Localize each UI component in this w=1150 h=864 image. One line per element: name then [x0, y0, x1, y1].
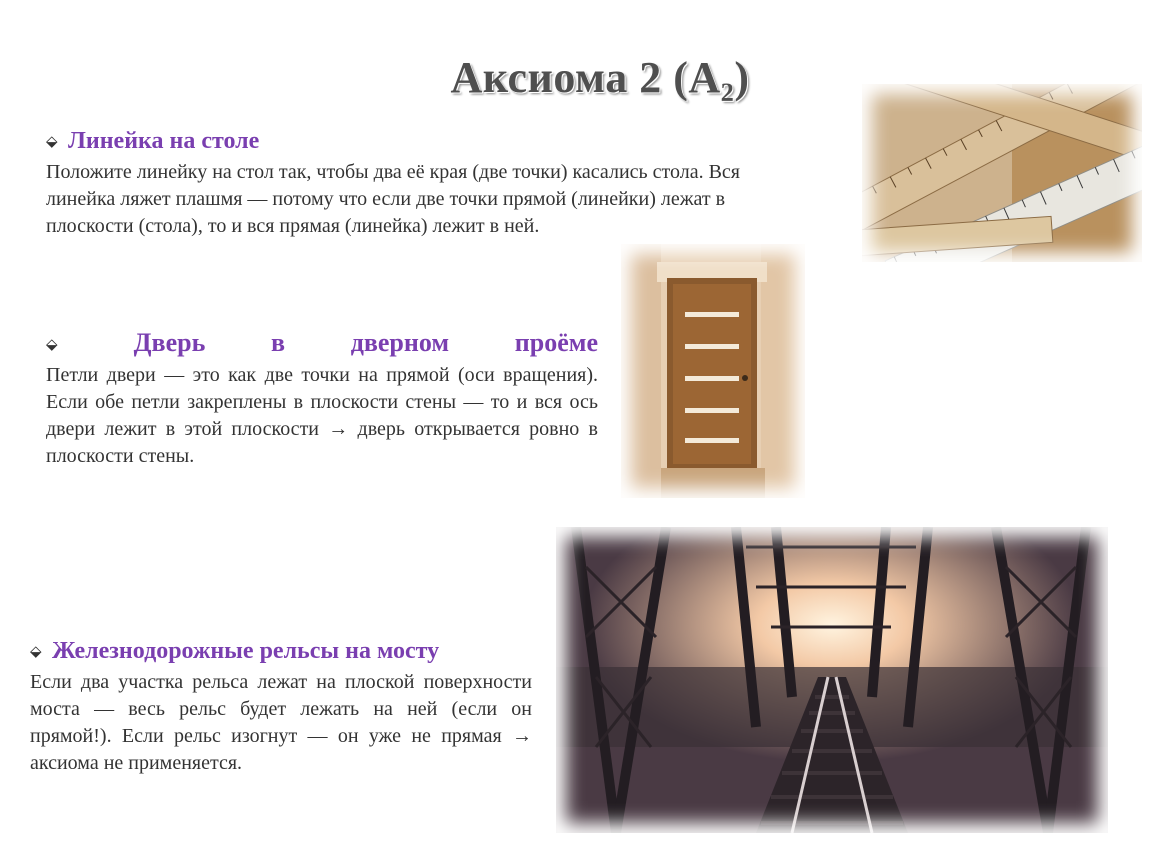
section-body [46, 159, 836, 240]
door-photo [621, 244, 805, 498]
section-rails [30, 636, 532, 777]
heading-word: дверном [350, 328, 450, 357]
section-body: Если два участка рельса лежат на плоской поверхности моста — весь рельс будет лежать на ней (если он прямой!). Если рельс изогнут — он уже не прямая → аксиома не применяется. [30, 671, 532, 775]
railway-bridge-photo [556, 527, 1108, 833]
slide-title: Аксиома 2 (А₂) [450, 53, 750, 102]
heading-text: Железнодорожные рельсы на мосту [52, 638, 440, 664]
section-body: Петли двери — это как две точки на прямой (оси вращения). Если обе петли закреплены в плоскости стены — то и вся ось двери лежит в этой плоскости → дверь открывается ровно в плоскости стены. [46, 364, 598, 468]
diamond-bullet-icon: ⬙ [46, 134, 58, 151]
section-heading [46, 126, 836, 157]
heading-word: в [271, 328, 286, 357]
heading-text: Линейка на столе [68, 128, 260, 154]
body-line: плоскости (стола), то и вся прямая (линейка) лежит в ней. [46, 215, 540, 238]
section-heading [30, 636, 532, 667]
heading-word: проёме [514, 328, 598, 357]
body-line: линейка ляжет плашмя — потому что если две точки прямой (линейки) лежат в [46, 188, 726, 211]
rulers-photo [862, 84, 1142, 262]
diamond-bullet-icon: ⬙ [30, 644, 42, 661]
diamond-bullet-icon: ⬙ [46, 337, 58, 354]
heading-word: Дверь [133, 328, 206, 357]
body-line: Положите линейку на стол так, чтобы два её края (две точки) касались стола. Вся [46, 161, 741, 184]
heading-bullet-wrap [46, 328, 68, 360]
section-heading [46, 328, 598, 360]
section-ruler [46, 126, 836, 240]
section-door [46, 328, 598, 470]
